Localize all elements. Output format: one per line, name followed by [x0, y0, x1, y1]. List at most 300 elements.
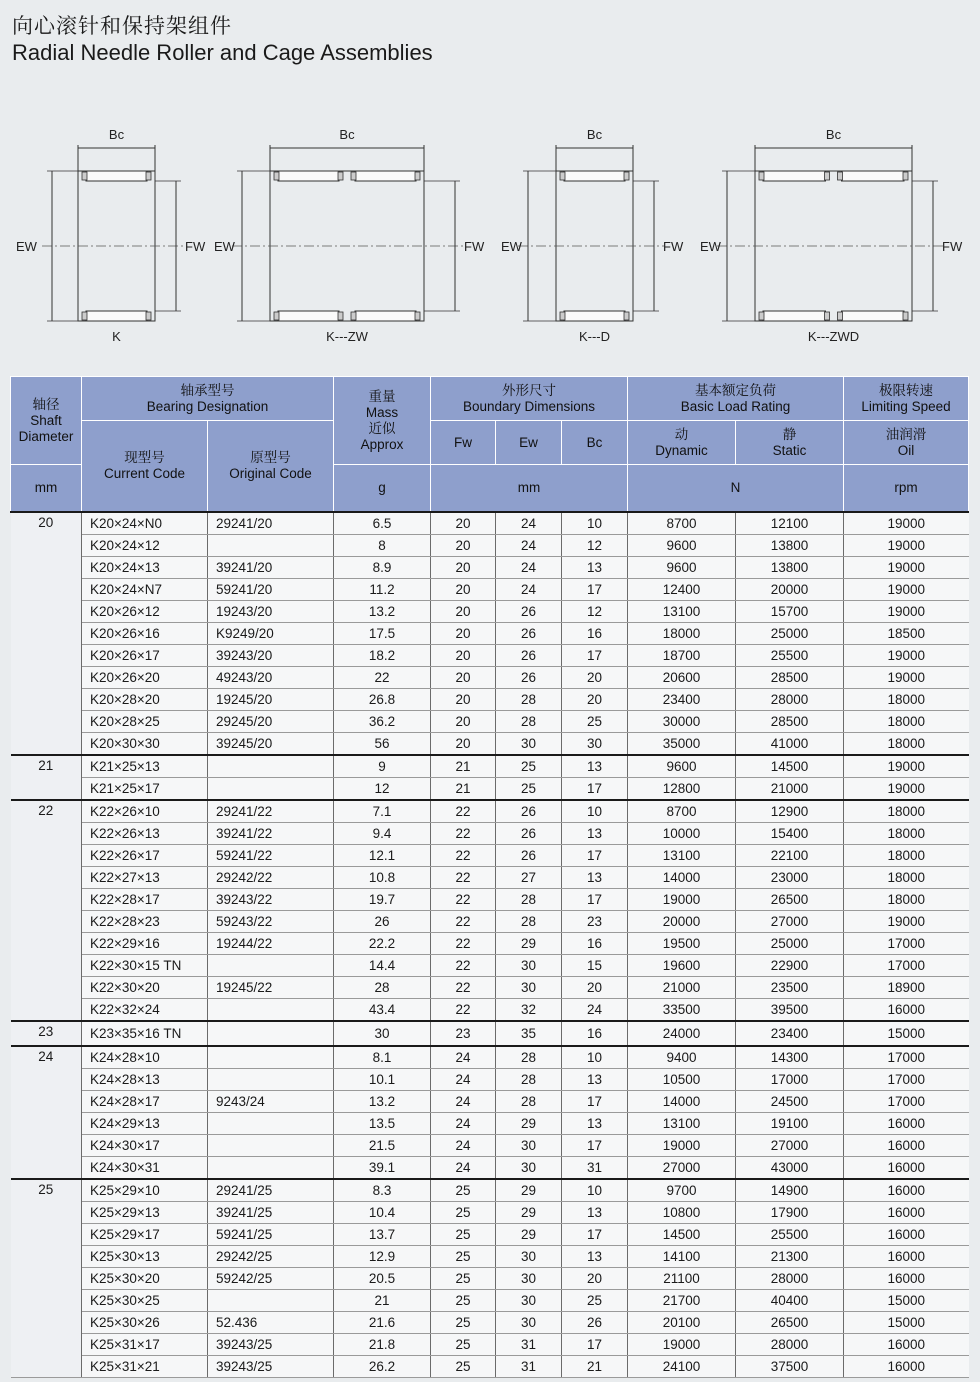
cell-current-code: K22×27×13: [82, 867, 208, 889]
cell-bc: 26: [562, 1312, 628, 1334]
cell-oil-speed: 17000: [844, 1069, 969, 1091]
cell-bc: 15: [562, 955, 628, 977]
cell-oil-speed: 19000: [844, 911, 969, 933]
cell-current-code: K22×30×15 TN: [82, 955, 208, 977]
cell-dynamic-load: 19000: [628, 889, 736, 911]
cell-fw: 25: [431, 1179, 496, 1202]
cell-mass: 22: [334, 667, 431, 689]
table-row: [11, 645, 969, 667]
cell-mass: 7.1: [334, 800, 431, 823]
table-row: [11, 557, 969, 579]
cell-bc: 16: [562, 1021, 628, 1046]
cell-oil-speed: 19000: [844, 557, 969, 579]
cell-dynamic-load: 9700: [628, 1179, 736, 1202]
table-row: [11, 845, 969, 867]
cell-original-code: [208, 1135, 334, 1157]
cell-oil-speed: 18000: [844, 800, 969, 823]
cell-fw: 25: [431, 1312, 496, 1334]
cell-fw: 20: [431, 512, 496, 535]
cell-ew: 30: [496, 977, 562, 999]
cell-static-load: 12900: [736, 800, 844, 823]
type-label: K: [112, 329, 121, 344]
cell-original-code: 19245/20: [208, 689, 334, 711]
cell-current-code: K23×35×16 TN: [82, 1021, 208, 1046]
cell-current-code: K22×26×17: [82, 845, 208, 867]
cell-dynamic-load: 12400: [628, 579, 736, 601]
cell-fw: 22: [431, 889, 496, 911]
cell-mass: 8: [334, 535, 431, 557]
cell-original-code: 39243/25: [208, 1356, 334, 1378]
cell-dynamic-load: 18000: [628, 623, 736, 645]
cell-ew: 26: [496, 601, 562, 623]
cell-bc: 17: [562, 645, 628, 667]
cell-bc: 10: [562, 1046, 628, 1069]
cell-oil-speed: 16000: [844, 1135, 969, 1157]
cage-end: [82, 312, 87, 320]
cell-bc: 20: [562, 667, 628, 689]
bc-label: Bc: [825, 127, 842, 142]
cell-mass: 17.5: [334, 623, 431, 645]
cell-fw: 22: [431, 800, 496, 823]
table-row: [11, 512, 969, 535]
cell-original-code: [208, 778, 334, 801]
table-row: [11, 1290, 969, 1312]
cell-dynamic-load: 9600: [628, 755, 736, 778]
cell-mass: 30: [334, 1021, 431, 1046]
cell-static-load: 13800: [736, 557, 844, 579]
table-row: [11, 711, 969, 733]
cell-bc: 20: [562, 689, 628, 711]
ew-label: EW: [501, 239, 522, 254]
cell-current-code: K22×28×23: [82, 911, 208, 933]
cell-static-load: 22100: [736, 845, 844, 867]
cell-fw: 20: [431, 689, 496, 711]
cell-bc: 13: [562, 755, 628, 778]
table-row: [11, 1246, 969, 1268]
cell-mass: 26.2: [334, 1356, 431, 1378]
cell-fw: 24: [431, 1135, 496, 1157]
cage-end: [825, 172, 830, 180]
cage-end: [338, 312, 343, 320]
cell-current-code: K25×29×17: [82, 1224, 208, 1246]
cell-mass: 36.2: [334, 711, 431, 733]
cell-mass: 13.5: [334, 1113, 431, 1135]
cell-mass: 13.2: [334, 601, 431, 623]
cell-ew: 26: [496, 845, 562, 867]
cell-oil-speed: 16000: [844, 1356, 969, 1378]
cell-ew: 29: [496, 933, 562, 955]
cell-original-code: 39243/20: [208, 645, 334, 667]
cell-current-code: K20×24×N0: [82, 512, 208, 535]
cell-bc: 13: [562, 823, 628, 845]
needle-roller: [278, 311, 339, 321]
cage-end: [274, 312, 279, 320]
cell-oil-speed: 18000: [844, 823, 969, 845]
cell-original-code: 29241/20: [208, 512, 334, 535]
cell-original-code: 39241/25: [208, 1202, 334, 1224]
cell-dynamic-load: 14000: [628, 1091, 736, 1113]
cell-original-code: 29242/25: [208, 1246, 334, 1268]
header-ew: Ew: [496, 421, 562, 465]
cage-end: [351, 172, 356, 180]
cell-ew: 32: [496, 999, 562, 1022]
cell-fw: 21: [431, 778, 496, 801]
cell-ew: 24: [496, 579, 562, 601]
table-row: [11, 867, 969, 889]
cell-ew: 30: [496, 1312, 562, 1334]
cell-mass: 6.5: [334, 512, 431, 535]
cell-current-code: K24×30×17: [82, 1135, 208, 1157]
cell-fw: 25: [431, 1202, 496, 1224]
cell-fw: 24: [431, 1046, 496, 1069]
needle-roller: [842, 311, 905, 321]
cell-fw: 20: [431, 667, 496, 689]
cage-end: [560, 312, 565, 320]
cell-dynamic-load: 19000: [628, 1334, 736, 1356]
page-title-en: Radial Needle Roller and Cage Assemblies: [12, 40, 433, 65]
cell-ew: 25: [496, 778, 562, 801]
cell-static-load: 23000: [736, 867, 844, 889]
cage-end: [903, 312, 908, 320]
cell-bc: 31: [562, 1157, 628, 1180]
cage-end: [838, 172, 843, 180]
cell-current-code: K22×28×17: [82, 889, 208, 911]
cell-ew: 30: [496, 1268, 562, 1290]
cell-bc: 17: [562, 1334, 628, 1356]
cell-current-code: K20×28×20: [82, 689, 208, 711]
cell-oil-speed: 18500: [844, 623, 969, 645]
cell-fw: 22: [431, 977, 496, 999]
cell-ew: 26: [496, 823, 562, 845]
table-row: [11, 889, 969, 911]
cell-current-code: K20×26×20: [82, 667, 208, 689]
cage-end: [415, 312, 420, 320]
cell-bc: 13: [562, 867, 628, 889]
cell-oil-speed: 18000: [844, 733, 969, 756]
type-label: K---ZWD: [807, 329, 860, 344]
table-row: [11, 955, 969, 977]
cell-fw: 25: [431, 1224, 496, 1246]
cell-static-load: 13800: [736, 535, 844, 557]
cell-oil-speed: 18000: [844, 867, 969, 889]
cell-oil-speed: 18900: [844, 977, 969, 999]
cell-fw: 20: [431, 535, 496, 557]
cell-static-load: 23500: [736, 977, 844, 999]
cell-original-code: 29242/22: [208, 867, 334, 889]
cell-fw: 20: [431, 711, 496, 733]
cell-static-load: 15700: [736, 601, 844, 623]
cell-static-load: 22900: [736, 955, 844, 977]
table-row: [11, 1046, 969, 1069]
table-row: [11, 823, 969, 845]
cage-end: [146, 172, 151, 180]
cell-mass: 21: [334, 1290, 431, 1312]
type-label: K---ZW: [326, 329, 368, 344]
cell-mass: 22.2: [334, 933, 431, 955]
cell-current-code: K24×28×10: [82, 1046, 208, 1069]
cell-mass: 9: [334, 755, 431, 778]
cell-current-code: K20×24×12: [82, 535, 208, 557]
cell-static-load: 24500: [736, 1091, 844, 1113]
cell-oil-speed: 16000: [844, 1113, 969, 1135]
cell-oil-speed: 15000: [844, 1290, 969, 1312]
table-row: [11, 933, 969, 955]
unit-shaft: mm: [11, 465, 82, 513]
cell-static-load: 25000: [736, 623, 844, 645]
cell-mass: 9.4: [334, 823, 431, 845]
cell-oil-speed: 15000: [844, 1312, 969, 1334]
cell-static-load: 25000: [736, 933, 844, 955]
table-row: [11, 689, 969, 711]
cell-mass: 39.1: [334, 1157, 431, 1180]
unit-boundary: mm: [431, 465, 628, 513]
bearing-spec-table: [10, 376, 969, 1378]
table-row: [11, 733, 969, 756]
cell-static-load: 26500: [736, 889, 844, 911]
cell-oil-speed: 17000: [844, 933, 969, 955]
cell-oil-speed: 16000: [844, 1246, 969, 1268]
cell-bc: 21: [562, 1356, 628, 1378]
cell-ew: 29: [496, 1179, 562, 1202]
table-row: [11, 800, 969, 823]
cell-original-code: [208, 999, 334, 1022]
cell-ew: 29: [496, 1202, 562, 1224]
cell-ew: 29: [496, 1224, 562, 1246]
cell-bc: 10: [562, 512, 628, 535]
cell-dynamic-load: 18700: [628, 645, 736, 667]
cell-original-code: 39243/22: [208, 889, 334, 911]
cell-fw: 24: [431, 1157, 496, 1180]
cell-oil-speed: 19000: [844, 645, 969, 667]
cell-mass: 11.2: [334, 579, 431, 601]
cell-bc: 13: [562, 1202, 628, 1224]
cell-mass: 21.6: [334, 1312, 431, 1334]
header-original-code: 原型号 Original Code: [208, 421, 334, 513]
cell-dynamic-load: 19500: [628, 933, 736, 955]
cell-ew: 31: [496, 1356, 562, 1378]
bc-label: Bc: [586, 127, 603, 142]
cell-dynamic-load: 8700: [628, 512, 736, 535]
header-boundary: 外形尺寸 Boundary Dimensions: [431, 377, 628, 421]
cell-mass: 21.8: [334, 1334, 431, 1356]
cell-current-code: K25×30×26: [82, 1312, 208, 1334]
table-row: [11, 911, 969, 933]
cage-end: [274, 172, 279, 180]
table-row: [11, 1268, 969, 1290]
cell-fw: 20: [431, 601, 496, 623]
cell-mass: 12.9: [334, 1246, 431, 1268]
cell-static-load: 41000: [736, 733, 844, 756]
cell-fw: 22: [431, 845, 496, 867]
bc-label: Bc: [339, 127, 355, 142]
cell-fw: 20: [431, 579, 496, 601]
cell-current-code: K25×30×13: [82, 1246, 208, 1268]
cell-current-code: K20×24×13: [82, 557, 208, 579]
cell-mass: 12.1: [334, 845, 431, 867]
table-row: [11, 999, 969, 1022]
header-fw: Fw: [431, 421, 496, 465]
cell-dynamic-load: 14000: [628, 867, 736, 889]
cell-mass: 43.4: [334, 999, 431, 1022]
cell-mass: 8.3: [334, 1179, 431, 1202]
cell-bc: 17: [562, 1135, 628, 1157]
cell-dynamic-load: 35000: [628, 733, 736, 756]
cell-shaft-diameter: 21: [11, 755, 82, 800]
cell-current-code: K21×25×17: [82, 778, 208, 801]
cage-end: [82, 172, 87, 180]
cell-original-code: [208, 955, 334, 977]
cell-dynamic-load: 13100: [628, 1113, 736, 1135]
cell-dynamic-load: 24100: [628, 1356, 736, 1378]
cell-mass: 10.1: [334, 1069, 431, 1091]
cell-shaft-diameter: 20: [11, 512, 82, 755]
cell-ew: 28: [496, 689, 562, 711]
cell-current-code: K25×30×25: [82, 1290, 208, 1312]
needle-roller: [564, 171, 625, 181]
cell-mass: 26: [334, 911, 431, 933]
cell-dynamic-load: 21000: [628, 977, 736, 999]
cell-bc: 16: [562, 623, 628, 645]
cage-end: [351, 312, 356, 320]
cell-fw: 25: [431, 1290, 496, 1312]
cage-end: [903, 172, 908, 180]
cell-current-code: K25×31×21: [82, 1356, 208, 1378]
cell-oil-speed: 16000: [844, 1179, 969, 1202]
cell-dynamic-load: 13100: [628, 601, 736, 623]
cell-dynamic-load: 30000: [628, 711, 736, 733]
cell-static-load: 28000: [736, 1268, 844, 1290]
cell-ew: 28: [496, 1091, 562, 1113]
cell-fw: 22: [431, 933, 496, 955]
cell-oil-speed: 16000: [844, 999, 969, 1022]
cell-bc: 20: [562, 977, 628, 999]
table-row: [11, 1356, 969, 1378]
cell-oil-speed: 16000: [844, 1268, 969, 1290]
cell-original-code: 59241/22: [208, 845, 334, 867]
cell-shaft-diameter: 23: [11, 1021, 82, 1046]
cell-fw: 22: [431, 867, 496, 889]
header-load: 基本额定负荷 Basic Load Rating: [628, 377, 844, 421]
cell-current-code: K22×30×20: [82, 977, 208, 999]
cell-oil-speed: 17000: [844, 1091, 969, 1113]
needle-roller: [278, 171, 339, 181]
header-shaft: 轴径 Shaft Diameter: [11, 377, 82, 465]
cell-dynamic-load: 20600: [628, 667, 736, 689]
cell-current-code: K25×31×17: [82, 1334, 208, 1356]
cell-original-code: 19244/22: [208, 933, 334, 955]
cell-oil-speed: 19000: [844, 778, 969, 801]
cell-oil-speed: 18000: [844, 845, 969, 867]
cell-dynamic-load: 8700: [628, 800, 736, 823]
cell-bc: 17: [562, 1091, 628, 1113]
cell-original-code: [208, 755, 334, 778]
cell-original-code: 9243/24: [208, 1091, 334, 1113]
cage-end: [838, 312, 843, 320]
cell-ew: 26: [496, 645, 562, 667]
ew-label: EW: [700, 239, 721, 254]
cell-bc: 23: [562, 911, 628, 933]
table-row: [11, 535, 969, 557]
cell-original-code: 59243/22: [208, 911, 334, 933]
cell-fw: 25: [431, 1334, 496, 1356]
cage-end: [624, 312, 629, 320]
cell-ew: 24: [496, 535, 562, 557]
table-row: [11, 601, 969, 623]
cell-static-load: 12100: [736, 512, 844, 535]
cell-bc: 17: [562, 1224, 628, 1246]
cell-bc: 25: [562, 711, 628, 733]
cell-fw: 24: [431, 1091, 496, 1113]
table-row: [11, 1334, 969, 1356]
unit-load: N: [628, 465, 844, 513]
cell-oil-speed: 17000: [844, 955, 969, 977]
cell-fw: 22: [431, 823, 496, 845]
cell-ew: 28: [496, 711, 562, 733]
cell-bc: 13: [562, 557, 628, 579]
cell-current-code: K22×26×10: [82, 800, 208, 823]
cell-dynamic-load: 20000: [628, 911, 736, 933]
cell-mass: 56: [334, 733, 431, 756]
cell-ew: 30: [496, 1135, 562, 1157]
cell-oil-speed: 19000: [844, 535, 969, 557]
cell-bc: 30: [562, 733, 628, 756]
header-designation: 轴承型号 Bearing Designation: [82, 377, 334, 421]
cell-shaft-diameter: 25: [11, 1179, 82, 1378]
cell-oil-speed: 19000: [844, 601, 969, 623]
cell-dynamic-load: 13100: [628, 845, 736, 867]
cell-mass: 18.2: [334, 645, 431, 667]
cell-bc: 17: [562, 778, 628, 801]
cage-end: [624, 172, 629, 180]
cell-fw: 20: [431, 623, 496, 645]
cell-original-code: 29245/20: [208, 711, 334, 733]
header-bc: Bc: [562, 421, 628, 465]
cell-current-code: K22×29×16: [82, 933, 208, 955]
header-oil: 油润滑 Oil: [844, 421, 969, 465]
cell-dynamic-load: 10800: [628, 1202, 736, 1224]
cell-bc: 12: [562, 601, 628, 623]
cell-bc: 17: [562, 845, 628, 867]
cell-dynamic-load: 10000: [628, 823, 736, 845]
table-row: [11, 1202, 969, 1224]
cell-current-code: K25×29×10: [82, 1179, 208, 1202]
cell-bc: 16: [562, 933, 628, 955]
cell-oil-speed: 16000: [844, 1334, 969, 1356]
cell-ew: 28: [496, 889, 562, 911]
cell-current-code: K20×26×17: [82, 645, 208, 667]
type-label: K---D: [578, 329, 611, 344]
needle-roller: [763, 311, 826, 321]
table-row: [11, 579, 969, 601]
cell-static-load: 15400: [736, 823, 844, 845]
cell-original-code: 49243/20: [208, 667, 334, 689]
cell-current-code: K24×29×13: [82, 1113, 208, 1135]
cell-original-code: [208, 1046, 334, 1069]
cell-oil-speed: 18000: [844, 889, 969, 911]
cell-current-code: K22×32×24: [82, 999, 208, 1022]
cell-original-code: [208, 1069, 334, 1091]
cage-end: [560, 172, 565, 180]
cell-original-code: 59242/25: [208, 1268, 334, 1290]
cell-static-load: 37500: [736, 1356, 844, 1378]
cell-mass: 13.2: [334, 1091, 431, 1113]
cell-mass: 12: [334, 778, 431, 801]
cell-mass: 28: [334, 977, 431, 999]
cell-static-load: 39500: [736, 999, 844, 1022]
cell-dynamic-load: 23400: [628, 689, 736, 711]
cell-current-code: K20×30×30: [82, 733, 208, 756]
cell-ew: 30: [496, 955, 562, 977]
